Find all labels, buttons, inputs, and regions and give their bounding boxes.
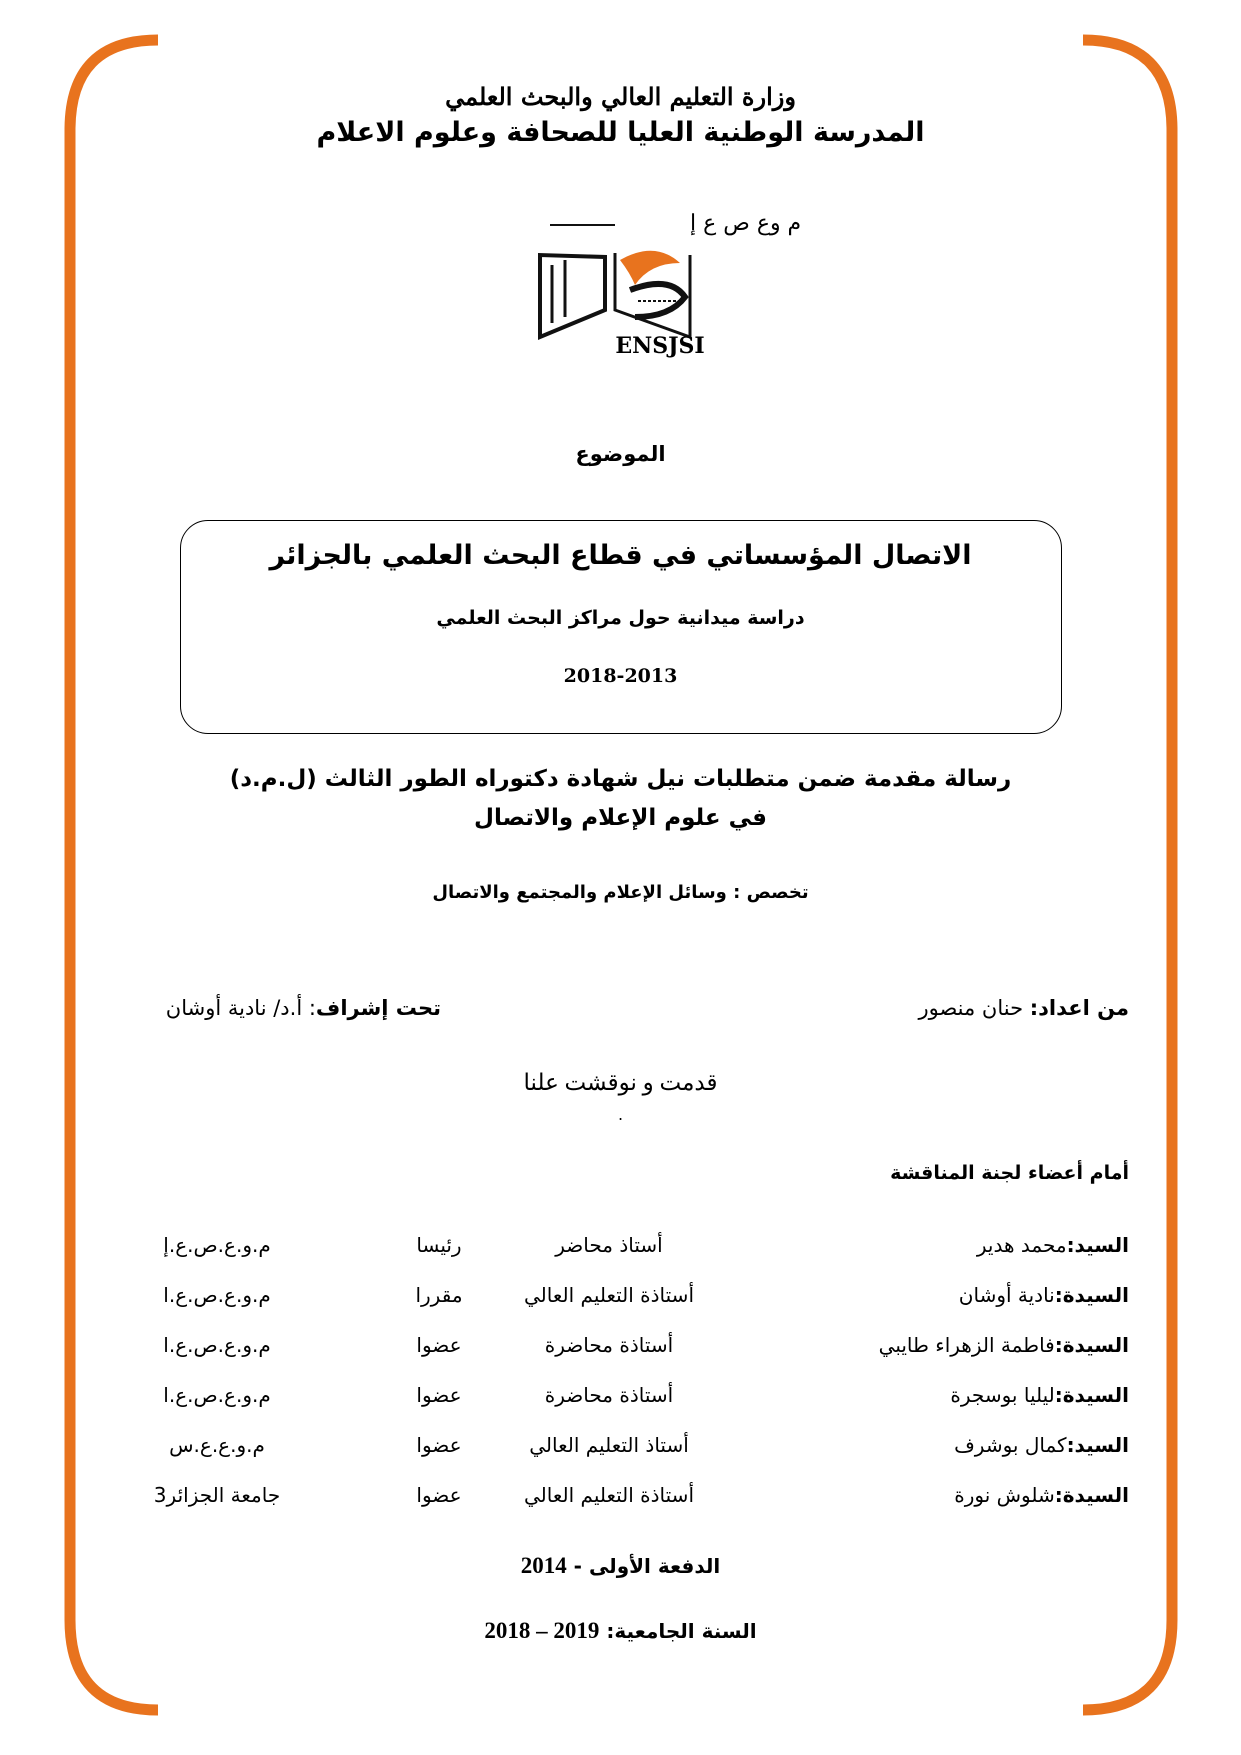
school-name: المدرسة الوطنية العليا للصحافة وعلوم الاعلام bbox=[316, 117, 925, 148]
member-rank: أستاذة محاضرة bbox=[544, 1383, 674, 1407]
member-name: السيدة: ليليا بوسجرة bbox=[950, 1383, 1129, 1407]
member-rank: أستاذ محاضر bbox=[555, 1233, 663, 1257]
committee-title: أمام أعضاء لجنة المناقشة bbox=[890, 1162, 1129, 1184]
cohort bbox=[0, 1553, 1241, 1579]
committee-row bbox=[117, 1233, 1129, 1263]
book-quill-logo-icon bbox=[520, 205, 802, 359]
member-rank: أستاذة التعليم العالي bbox=[524, 1283, 694, 1307]
member-rank: أستاذة التعليم العالي bbox=[524, 1483, 694, 1507]
logo-arabic-text: م وع ص ع إ bbox=[690, 211, 802, 236]
supervision-name: : أ.د/ نادية أوشان bbox=[165, 996, 316, 1020]
member-role: رئيسا bbox=[416, 1233, 462, 1257]
member-institution: م.و.ع.ص.ع.إ bbox=[163, 1233, 271, 1257]
study-years: 2018-2013 bbox=[563, 665, 678, 687]
member-rank: أستاذ التعليم العالي bbox=[529, 1433, 689, 1457]
committee-row bbox=[117, 1433, 1129, 1463]
committee-row bbox=[117, 1383, 1129, 1413]
cohort-year: 2014 bbox=[520, 1553, 567, 1578]
member-name: السيد: محمد هدير bbox=[976, 1233, 1129, 1257]
member-institution: جامعة الجزائر3 bbox=[153, 1483, 281, 1507]
member-name: السيدة: نادية أوشان bbox=[958, 1283, 1129, 1307]
member-role: عضوا bbox=[416, 1383, 462, 1407]
ministry-name: وزارة التعليم العالي والبحث العلمي bbox=[445, 82, 796, 111]
member-name: السيدة: شلوش نورة bbox=[954, 1483, 1129, 1507]
defense-dot: . bbox=[617, 1105, 624, 1124]
thesis-field: في علوم الإعلام والاتصال bbox=[474, 805, 767, 831]
committee-row bbox=[117, 1333, 1129, 1363]
member-institution: م.و.ع.ص.ع.ا bbox=[163, 1383, 271, 1407]
academic-year-value: 2018 – 2019 bbox=[484, 1618, 600, 1643]
cohort-label: الدفعة الأولى - bbox=[566, 1554, 721, 1578]
prepared-name: حنان منصور bbox=[918, 996, 1030, 1020]
prepared-by bbox=[918, 996, 1129, 1020]
thesis-title: الاتصال المؤسساتي في قطاع البحث العلمي بالجزائر bbox=[269, 540, 972, 571]
supervision-label: تحت إشراف bbox=[315, 996, 441, 1020]
member-name: السيد: كمال بوشرف bbox=[954, 1433, 1129, 1457]
committee-row bbox=[117, 1483, 1129, 1513]
thesis-subtitle: دراسة ميدانية حول مراكز البحث العلمي bbox=[436, 607, 805, 629]
thesis-purpose: رسالة مقدمة ضمن متطلبات نيل شهادة دكتوراه الطور الثالث (ل.م.د) bbox=[229, 766, 1012, 792]
member-role: عضوا bbox=[416, 1483, 462, 1507]
member-role: عضوا bbox=[416, 1333, 462, 1357]
logo-latin-text: ENSJSI bbox=[615, 333, 705, 359]
member-institution: م.و.ع.ص.ع.ا bbox=[163, 1333, 271, 1357]
specialty: تخصص : وسائل الإعلام والمجتمع والاتصال bbox=[432, 882, 809, 903]
defense-statement: قدمت و نوقشت علنا bbox=[523, 1070, 718, 1095]
supervised-by bbox=[166, 996, 441, 1020]
member-name: السيدة: فاطمة الزهراء طايبي bbox=[878, 1333, 1129, 1357]
subject-label: الموضوع bbox=[575, 442, 666, 466]
prepared-label: من اعداد: bbox=[1029, 996, 1129, 1020]
member-role: عضوا bbox=[416, 1433, 462, 1457]
academic-year-label: السنة الجامعية: bbox=[599, 1619, 757, 1643]
member-role: مقررا bbox=[415, 1283, 463, 1307]
member-rank: أستاذة محاضرة bbox=[544, 1333, 674, 1357]
academic-year bbox=[0, 1618, 1241, 1644]
member-institution: م.و.ع.ع.س bbox=[169, 1433, 265, 1457]
member-institution: م.و.ع.ص.ع.ا bbox=[163, 1283, 271, 1307]
committee-row bbox=[117, 1283, 1129, 1313]
